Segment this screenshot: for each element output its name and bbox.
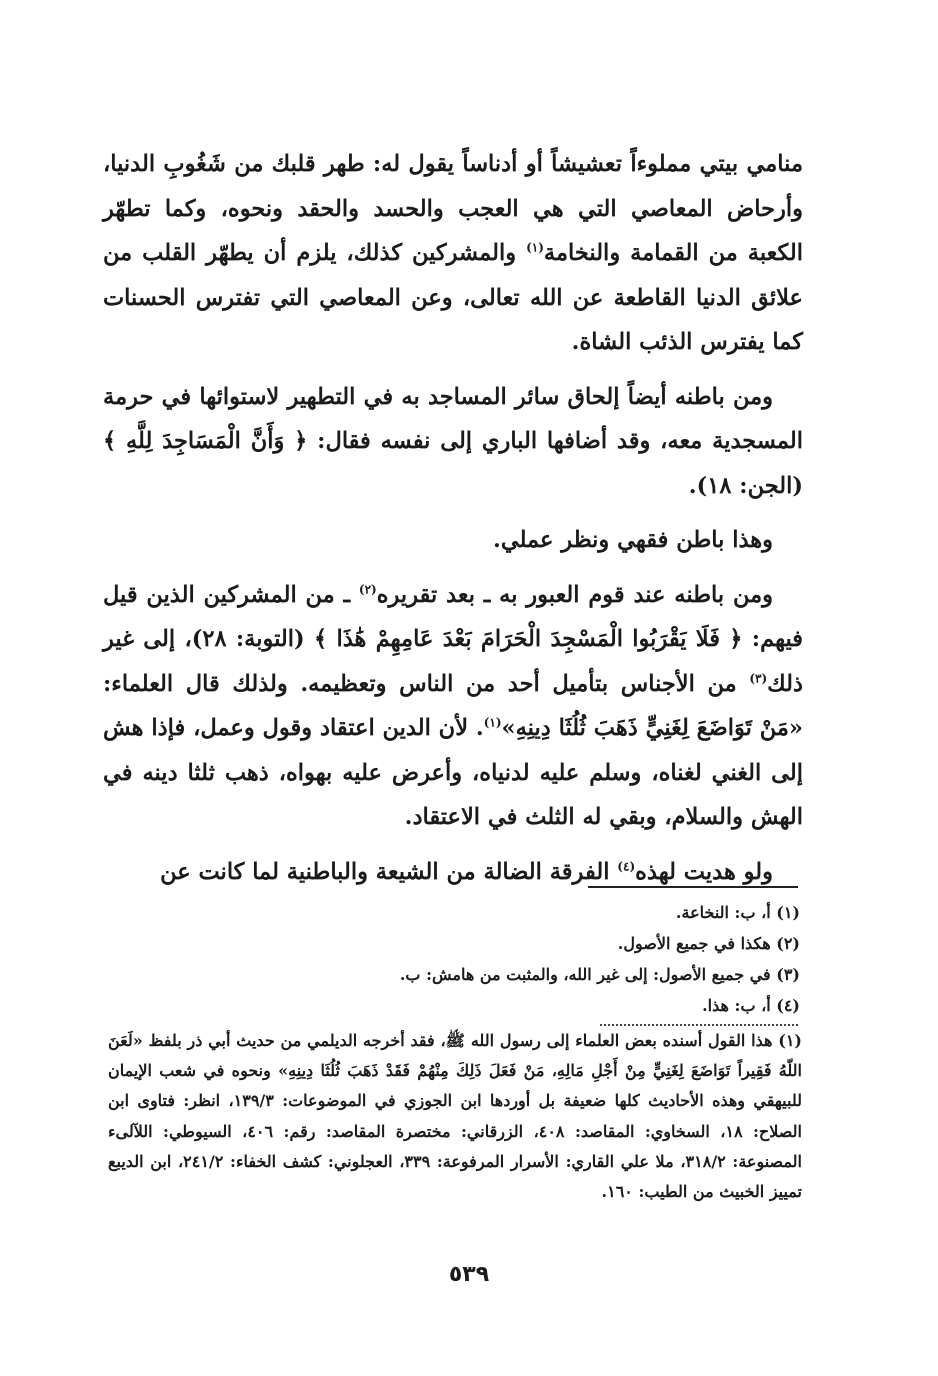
verse-citation: (الجن: ١٨).: [688, 472, 803, 499]
footnote-ref-1: (١): [526, 240, 544, 255]
secondary-footnotes: [108, 1026, 802, 1207]
footnote-ref-hadith: (١): [483, 715, 502, 730]
paragraph-2-text: ومن باطنه أيضاً إلحاق سائر المساجد به في التطهير لاستوائها في حرمة المسجدية معه، وقد أضافها الباري إلى نفسه فقال:: [103, 383, 804, 454]
paragraph-4-text-5: . لأن الدين اعتقاد وقول وعمل، فإذا هش إلى الغني لغناه، وسلم عليه لدنياه، وأعرض عليه بهواه، ذهب ثلثا دينه في الهش والسلام، وبقي له الثلث في الاعتقاد.: [103, 715, 803, 830]
page-number: ٥٣٩: [448, 1262, 490, 1287]
paragraph-1-continuation: والمشركين كذلك، يلزم أن يطهّر القلب من علائق الدنيا القاطعة عن الله تعالى، وعن المعاصي التي تفترس الحسنات كما يفترس الذئب الشاة.: [103, 240, 803, 355]
footnote-ref-4: (٤): [617, 859, 636, 873]
secondary-footnote-1: (١) هذا القول أسنده بعض العلماء إلى رسول الله ﷺ، فقد أخرجه الديلمي من حديث أبي ذر بلفظ «لَعَنَ اللّهُ فَقِيراً تَوَاضَعَ لِغَنِيٍّ مِنْ أَجْلِ مَالِهِ، مَنْ فَعَلَ ذَلِكَ مِنْهُمْ فَقَدْ ذَهَبَ ثُلُثَا دِينِهِ» ونحوه في شعب الإيمان للبيهقي وهذه الأحاديث كلها ضعيفة بل أوردها ابن الجوزي في الموضوعات: ١٣٩/٣، انظر: فتاوى ابن الصلاح: ١٨، السخاوي: المقاصد: ٤٠٨، الزرقاني: مختصرة المقاصد: رقم: ٤٠٦، السيوطي: اللآلىء المصنوعة: ٣١٨/٢، ملا علي القاري: الأسرار المرفوعة: ٣٣٩، العجلوني: كشف الخفاء: ٢٤١/٢، ابن الديبع تمييز الخبيث من الطيب: ١٦٠.: [108, 1031, 803, 1202]
footnote-ref-2: (٢): [358, 582, 377, 596]
quran-verse: ﴿ وَأَنَّ الْمَسَاجِدَ لِلَّهِ ﴾: [103, 428, 308, 454]
footnote-3: (٣) في جميع الأصول: إلى غير الله، والمثبت من هامش: ب.: [399, 965, 800, 984]
paragraph-4-text-3: (التوبة: ٢٨)، إلى غير ذلك: [103, 626, 803, 697]
footnote-2: (٢) هكذا في جميع الأصول.: [617, 934, 800, 953]
paragraph-3: وهذا باطن فقهي ونظر عملي.: [492, 527, 773, 553]
footnote-4: (٤) أ، ب: هذا.: [702, 996, 800, 1015]
paragraph-1-text: منامي بيتي مملوءاً تعشيشاً أو أدناساً يقول له: طهر قلبك من شَغُوبِ الدنيا، وأرحاض المعاصي التي هي العجب والحسد والحقد ونحوه، وكما تطهّر الكعبة من القمامة والنخامة: [103, 151, 803, 266]
footnote-ref-3: (٣): [749, 671, 768, 685]
quran-verse: ﴿ فَلَا يَقْرَبُوا الْمَسْجِدَ الْحَرَامَ بَعْدَ عَامِهِمْ هَٰذَا ﴾: [313, 626, 743, 652]
footnotes: [120, 897, 800, 1021]
paragraph-4: [103, 573, 803, 840]
footnote-separator: [588, 886, 798, 888]
paragraph-2: [103, 375, 803, 509]
paragraph-4-text-4: من الأجناس بتأميل أحد من الناس وتعظيمه. ولذلك قال العلماء: «مَنْ تَوَاضَعَ لِغَنِيٍّ ذَهَبَ ثُلُثَا دِينِهِ»: [103, 670, 803, 741]
footnote-1: (١) أ، ب: النخاعة.: [675, 903, 800, 922]
paragraph-4-text: ومن باطنه عند قوم العبور به ـ بعد تقريره: [376, 581, 773, 608]
paragraph-1: [103, 142, 803, 365]
paragraph-5-text-2: الفرقة الضالة من الشيعة والباطنية لما كانت عن: [160, 858, 618, 885]
main-text: [103, 142, 803, 894]
paragraph-4-text-2: ـ من المشركين الذين قيل فيهم:: [103, 581, 804, 652]
paragraph-5-text: ولو هديت لهذه: [635, 858, 773, 885]
